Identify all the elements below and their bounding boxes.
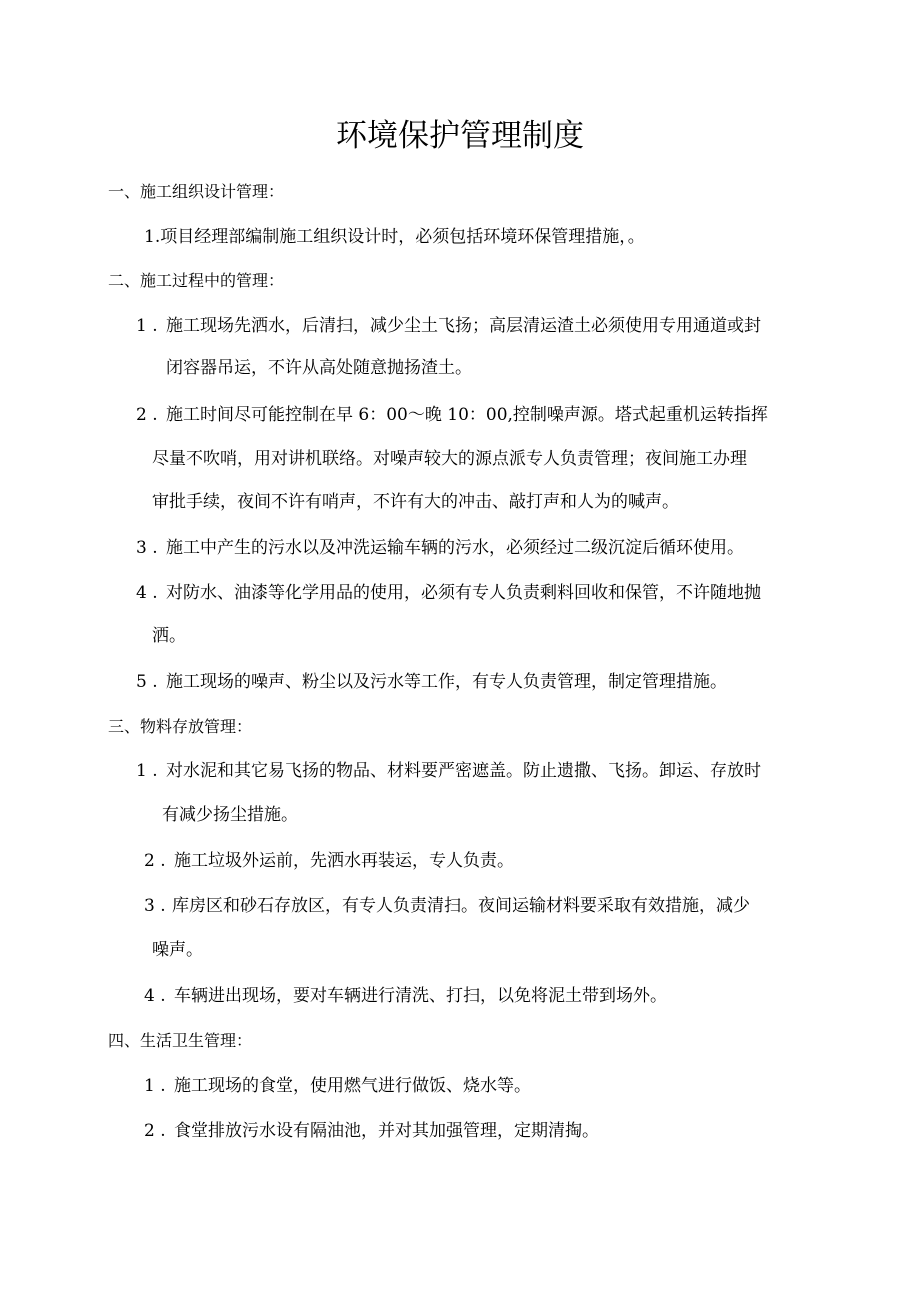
list-item — [144, 848, 514, 874]
list-item — [136, 402, 768, 428]
item-text: 施工垃圾外运前，先洒水再装运，专人负责。 — [174, 851, 514, 871]
item-text-continued: 有减少扬尘措施。 — [162, 805, 298, 825]
list-item — [136, 669, 727, 695]
list-item — [136, 313, 761, 339]
item-text-continued: 洒。 — [152, 626, 186, 646]
item-text: 对水泥和其它易飞扬的物品、材料要严密遮盖。防止遗撒、飞扬。卸运、存放时 — [166, 761, 761, 781]
item-text-continued: 噪声。 — [152, 940, 203, 960]
item-text-continued: 审批手续，夜间不许有哨声，不许有大的冲击、敲打声和人为的喊声。 — [152, 492, 679, 512]
item-text: 车辆进出现场，要对车辆进行清洗、打扫，以免将泥土带到场外。 — [174, 986, 667, 1006]
item-text: 施工现场先洒水，后清扫，减少尘土飞扬；高层清运渣土必须使用专用通道或封 — [166, 316, 761, 336]
document-title: 环境保护管理制度 — [336, 118, 584, 154]
item-text: 施工现场的食堂，使用燃气进行做饭、烧水等。 — [174, 1076, 531, 1096]
list-item — [144, 893, 750, 919]
item-number: 5 . — [136, 672, 158, 692]
item-number: 1 . — [136, 761, 158, 781]
item-number: 2 . — [144, 1121, 166, 1141]
section-heading: 四、生活卫生管理： — [108, 1031, 253, 1050]
list-item — [144, 1118, 599, 1144]
list-item — [136, 580, 761, 606]
item-text: 施工现场的噪声、粉尘以及污水等工作，有专人负责管理，制定管理措施。 — [166, 672, 727, 692]
item-number: 1. — [144, 227, 161, 247]
list-item — [144, 224, 645, 250]
item-number: 2 . — [144, 851, 166, 871]
section-heading: 二、施工过程中的管理： — [108, 271, 285, 290]
item-text: 施工时间尽可能控制在早 6：00～晚 10：00,控制噪声源。塔式起重机运转指挥 — [166, 405, 768, 425]
item-text: 对防水、油漆等化学用品的使用，必须有专人负责剩料回收和保管，不许随地抛 — [166, 583, 761, 603]
item-text-continued: 尽量不吹哨，用对讲机联络。对噪声较大的源点派专人负责管理；夜间施工办理 — [152, 449, 747, 469]
item-number: 4 . — [136, 583, 158, 603]
item-text-continued: 闭容器吊运，不许从高处随意抛扬渣土。 — [166, 358, 472, 378]
item-number: 1 . — [136, 316, 158, 336]
list-item — [144, 983, 667, 1009]
item-number: 1 . — [144, 1076, 166, 1096]
item-number: 2 . — [136, 405, 158, 425]
list-item — [136, 758, 761, 784]
section-heading: 一、施工组织设计管理： — [108, 182, 285, 201]
item-text: 施工中产生的污水以及冲洗运输车辆的污水，必须经过二级沉淀后循环使用。 — [166, 538, 744, 558]
list-item — [136, 535, 744, 561]
section-heading: 三、物料存放管理： — [108, 717, 253, 736]
item-number: 3 . — [144, 896, 166, 916]
item-text: 项目经理部编制施工组织设计时，必须包括环境环保管理措施，。 — [160, 227, 645, 247]
item-number: 4 . — [144, 986, 166, 1006]
item-number: 3 . — [136, 538, 158, 558]
item-text: 库房区和砂石存放区，有专人负责清扫。夜间运输材料要采取有效措施，减少 — [172, 896, 750, 916]
list-item — [144, 1073, 531, 1099]
item-text: 食堂排放污水设有隔油池，并对其加强管理，定期清掏。 — [174, 1121, 599, 1141]
